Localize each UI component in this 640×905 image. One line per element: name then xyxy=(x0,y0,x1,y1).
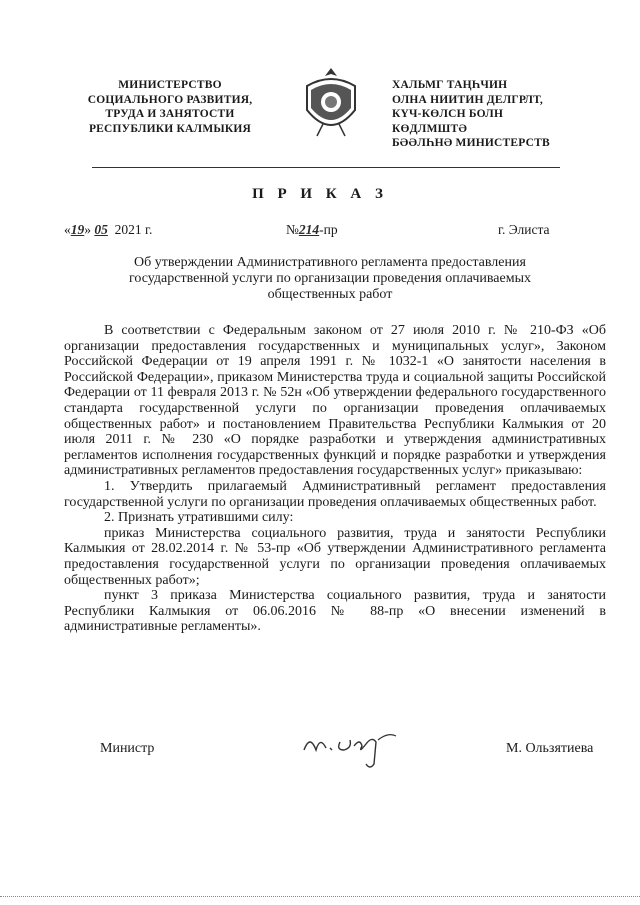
signer-name: М. Ользятиева xyxy=(506,741,594,756)
document-title: П Р И К А З xyxy=(252,186,388,202)
ministry-name-kalmyk-line: КҮЧ-КӨЛСН БОЛН xyxy=(392,108,504,120)
order-body xyxy=(64,323,606,635)
header-divider xyxy=(92,167,560,168)
order-city: г. Элиста xyxy=(498,222,550,237)
date-day: 19 xyxy=(70,222,85,237)
ministry-name-ru-line: ТРУДА И ЗАНЯТОСТИ xyxy=(105,108,235,120)
ministry-name-ru-line: МИНИСТЕРСТВО xyxy=(118,79,222,91)
ministry-name-ru-line: РЕСПУБЛИКИ КАЛМЫКИЯ xyxy=(88,122,252,135)
ministry-name-kalmyk-line: КӨДЛМШТӘ xyxy=(392,122,468,135)
number-value: 214 xyxy=(298,222,320,237)
order-date xyxy=(64,222,152,238)
ministry-name-kalmyk-line: ХАЛЬМГ ТАҢҺЧИН xyxy=(392,79,508,91)
signer-role: Министр xyxy=(100,741,155,756)
handwritten-signature xyxy=(296,720,406,772)
clause-1: 1. Утвердить прилагаемый Административный регламент предоставления государственной услуги по организации проведения оплачиваемых общественных работ. xyxy=(64,478,606,510)
ministry-name-ru-line: СОЦИАЛЬНОГО РАЗВИТИЯ, xyxy=(87,93,253,106)
number-sign: № xyxy=(286,222,299,237)
clause-2-subitem-b: пункт 3 приказа Министерства социального развития, труда и занятости Республики Калмыкия от 06.06.2016 № 88-пр «О внесении изменений в административные регламенты». xyxy=(64,588,606,635)
ministry-name-kalmyk-line: ОЛНА НИИТИН ДЕЛГРЛТ, xyxy=(392,93,543,106)
date-close-quote: » xyxy=(84,222,91,237)
date-month: 05 xyxy=(94,222,108,237)
clause-2: 2. Признать утратившими силу: xyxy=(104,510,294,526)
order-number xyxy=(286,222,338,238)
ministry-name-kalmyk xyxy=(392,78,592,151)
clause-2-subitem-a: приказ Министерства социального развития, труда и занятости Республики Калмыкия от 28.02.2014 г. № 53-пр «Об утверждении Административного регламента предоставления государственной услуги по организации проведения оплачиваемых общественных работ»; xyxy=(64,525,606,588)
page-bottom-edge xyxy=(0,896,640,897)
date-year: 2021 г. xyxy=(114,222,153,237)
order-subject: Об утверждении Административного регламента предоставления государственной услуги по организации проведения оплачиваемых общественных работ xyxy=(129,255,531,302)
preamble-paragraph: В соответствии с Федеральным законом от 27 июля 2010 г. № 210-ФЗ «Об организации предоставления государственных и муниципальных услуг», Законом Российской Федерации от 19 апреля 1991 г. № 1032-1 «О занятости населения в Российской Федерации», приказом Министерства труда и социальной защиты Российской Федерации от 11 февраля 2013 г. № 52н «Об утверждении федерального государственного стандарта государственной услуги по организации проведения оплачиваемых общественных работ» и постановлением Правительства Республики Калмыкия от 20 июля 2011 г. № 230 «О порядке разработки и утверждения административных регламентов исполнения государственных функций и порядке разработки и утверждения административных регламентов предоставления государственных услуг» приказываю: xyxy=(64,323,606,479)
date-open-quote: « xyxy=(64,222,71,237)
ministry-name-kalmyk-line: БӘӘЛҺНӘ МИНИСТЕРСТВ xyxy=(392,137,550,149)
republic-emblem-icon xyxy=(301,66,361,144)
number-suffix: -пр xyxy=(319,222,338,237)
ministry-name-russian xyxy=(70,78,270,136)
